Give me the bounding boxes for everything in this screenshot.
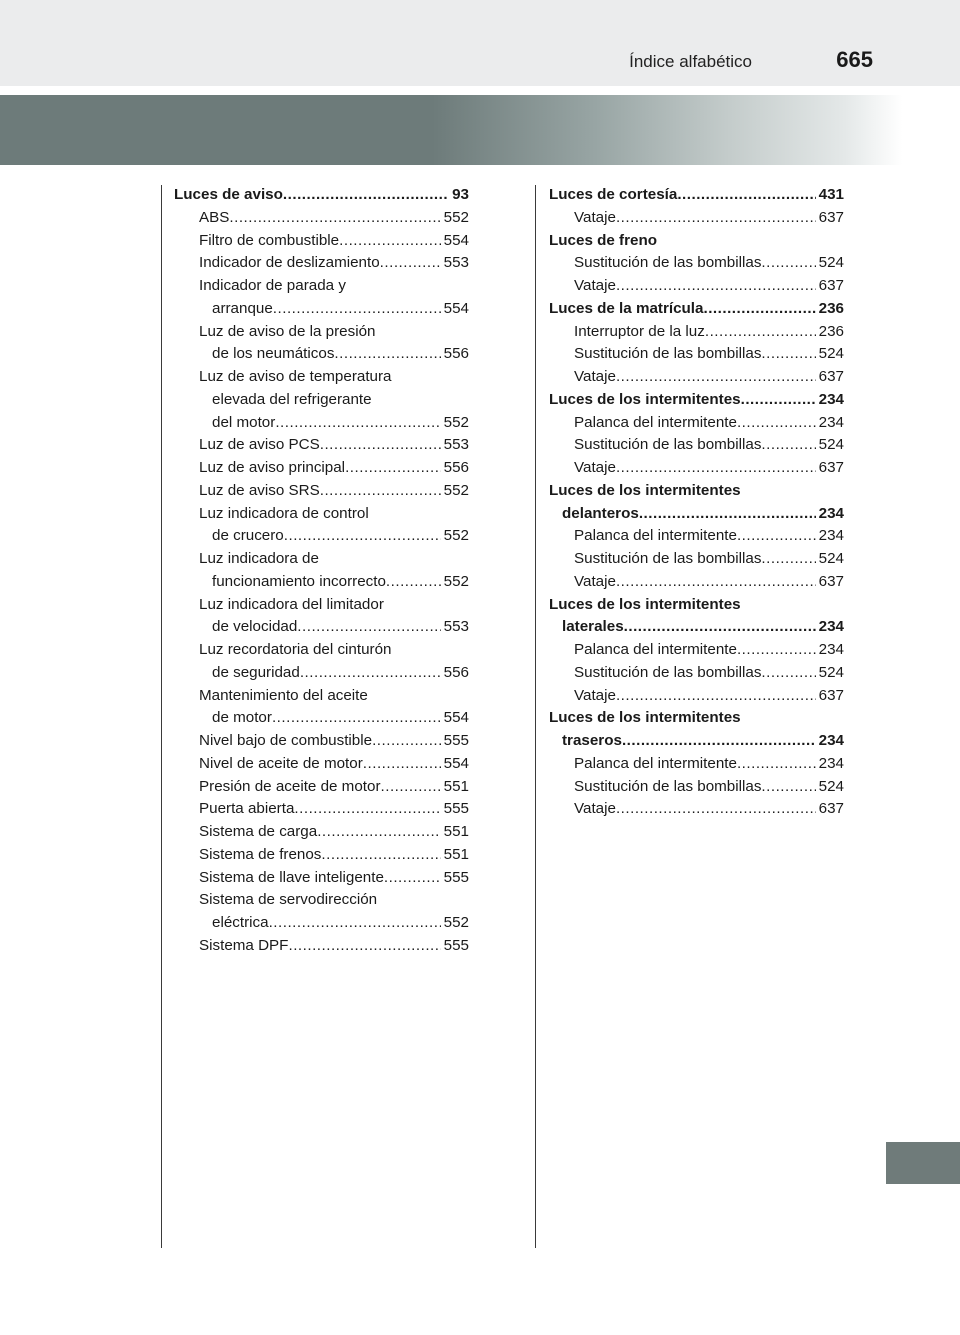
index-page-reference: 234 (818, 527, 844, 545)
index-entry-label: de los neumáticos (212, 345, 335, 363)
index-page-reference: 552 (443, 413, 469, 431)
index-page-reference: 554 (443, 754, 469, 772)
index-entry (549, 753, 844, 776)
page-number: 665 (836, 47, 873, 72)
index-entry-label: Sistema de carga (199, 823, 318, 840)
index-entry-label: Luces de aviso (174, 186, 283, 203)
index-entry-label: funcionamiento incorrecto (212, 572, 386, 590)
dot-leader (317, 821, 440, 844)
dot-leader (294, 798, 440, 821)
index-entry-heading (174, 639, 469, 662)
dot-leader (284, 525, 441, 548)
index-page-reference: 524 (818, 777, 844, 795)
dot-leader (737, 412, 816, 435)
index-entry (174, 867, 469, 890)
index-entry (549, 412, 844, 435)
index-page-reference: 552 (443, 914, 469, 931)
section-title: Índice alfabético (629, 52, 752, 71)
index-page-reference: 431 (818, 186, 844, 203)
index-entry-label: Vataje (574, 459, 616, 476)
dot-leader (616, 571, 816, 594)
index-entry-label: Palanca del intermitente (574, 527, 737, 545)
index-page-reference: 555 (443, 936, 469, 954)
index-entry (174, 525, 469, 548)
index-entry (549, 503, 844, 526)
dot-leader (761, 776, 815, 799)
index-entry (549, 184, 844, 207)
index-page-reference: 556 (443, 663, 469, 681)
dot-leader (761, 252, 815, 275)
dot-leader (229, 207, 440, 230)
index-entry-label: Sustitución de las bombillas (574, 663, 762, 681)
index-page-reference: 554 (443, 299, 469, 317)
index-entry-label: ABS (199, 208, 230, 226)
index-entry-label: Luz de aviso de la presión (199, 322, 376, 340)
index-entry-label: delanteros (562, 504, 639, 522)
index-entry-heading (174, 594, 469, 617)
dot-leader (345, 457, 441, 480)
index-entry-label: Luces de los intermitentes (549, 481, 741, 499)
index-entry-heading (174, 685, 469, 708)
index-page-reference: 637 (818, 686, 844, 704)
dot-leader (639, 503, 816, 526)
index-page-reference: 234 (818, 413, 844, 431)
index-entry-label: Indicador de deslizamiento (199, 254, 380, 272)
dot-leader (300, 662, 441, 685)
index-entry (174, 616, 469, 639)
index-entry-heading (174, 321, 469, 344)
index-entry (174, 730, 469, 753)
index-entry (174, 207, 469, 230)
index-entry (174, 776, 469, 799)
index-entry-label: Puerta abierta (199, 800, 295, 818)
index-entry-heading (174, 548, 469, 571)
index-entry-label: de seguridad (212, 663, 300, 681)
index-entry (174, 753, 469, 776)
dot-leader (761, 662, 815, 685)
dot-leader (737, 753, 816, 776)
dot-leader (273, 298, 441, 321)
dot-leader (741, 389, 816, 412)
index-page-reference: 552 (443, 572, 469, 590)
left-column-rule (161, 185, 162, 1248)
index-entry (174, 457, 469, 480)
index-page-reference: 234 (818, 641, 844, 658)
index-page-reference: 524 (818, 254, 844, 272)
dot-leader (616, 207, 816, 230)
index-entry-heading (174, 389, 469, 412)
dot-leader (339, 230, 441, 253)
index-entry-label: Vataje (574, 208, 616, 226)
dot-leader (761, 434, 815, 457)
dot-leader (622, 730, 816, 753)
index-entry-label: Luz de aviso SRS (199, 481, 320, 499)
dot-leader (703, 298, 815, 321)
index-entry-label: de motor (212, 709, 272, 727)
index-entry-label: Sistema de servodirección (199, 891, 378, 909)
dot-leader (363, 753, 441, 776)
dot-leader (386, 571, 441, 594)
index-page-reference: 234 (818, 390, 844, 408)
index-entry-label: Sistema de frenos (199, 845, 322, 863)
index-page-reference: 524 (818, 436, 844, 454)
index-entry-label: Luces de la matrícula (549, 299, 704, 317)
index-entry-label: Luz de aviso principal (199, 459, 346, 476)
index-entry (174, 298, 469, 321)
dot-leader (761, 343, 815, 366)
index-entry (174, 821, 469, 844)
dot-leader (616, 366, 816, 389)
index-page-reference: 236 (818, 322, 844, 340)
index-entry (174, 230, 469, 253)
index-page-reference: 637 (818, 800, 844, 818)
index-page-reference: 551 (443, 777, 469, 795)
dot-leader (616, 457, 816, 480)
index-entry-label: Vataje (574, 572, 616, 590)
index-entry (174, 912, 469, 935)
index-entry (174, 935, 469, 958)
index-page-reference: 234 (818, 504, 844, 522)
index-page-reference: 552 (443, 481, 469, 499)
index-page-reference: 553 (443, 618, 469, 636)
index-entry-label: Vataje (574, 800, 616, 818)
index-entry (549, 366, 844, 389)
dot-leader (272, 707, 441, 730)
index-entry-label: Luz de aviso PCS (199, 436, 320, 454)
index-entry (174, 571, 469, 594)
dot-leader (321, 844, 440, 867)
index-entry-heading (174, 366, 469, 389)
index-entry-label: Vataje (574, 686, 616, 704)
index-entry-label: Luz indicadora del limitador (199, 595, 384, 613)
index-entry-label: Indicador de parada y (199, 277, 346, 294)
index-entry-heading (549, 707, 844, 730)
index-entry (549, 457, 844, 480)
dot-leader (381, 776, 441, 799)
index-entry-label: Luz indicadora de control (199, 504, 369, 522)
index-entry-label: Vataje (574, 368, 616, 385)
index-entry (549, 525, 844, 548)
dot-leader (737, 639, 816, 662)
index-page-reference: 554 (443, 231, 469, 249)
index-entry (549, 343, 844, 366)
index-page-reference: 236 (818, 299, 844, 317)
index-page-reference: 637 (818, 208, 844, 226)
index-entry-heading (174, 889, 469, 912)
right-column-rule (535, 185, 536, 1248)
index-entry (174, 434, 469, 457)
index-entry-label: Luces de freno (549, 231, 658, 249)
index-entry-label: Palanca del intermitente (574, 754, 737, 772)
index-entry-label: Luces de cortesía (549, 186, 678, 203)
dot-leader (372, 730, 441, 753)
index-entry-label: Sustitución de las bombillas (574, 254, 762, 272)
index-entry (549, 798, 844, 821)
index-entry (549, 298, 844, 321)
index-entry-label: de velocidad (212, 618, 298, 636)
dot-leader (320, 480, 441, 503)
dot-leader (288, 935, 440, 958)
index-entry-label: Vataje (574, 277, 616, 294)
index-page-reference: 555 (443, 868, 469, 886)
index-page-reference: 524 (818, 550, 844, 567)
index-entry-label: traseros (562, 732, 622, 749)
dot-leader (616, 798, 816, 821)
index-page-reference: 552 (443, 527, 469, 545)
index-entry-label: Sistema DPF (199, 936, 289, 954)
index-column-right (549, 184, 844, 821)
index-entry-heading (549, 230, 844, 253)
index-page-reference: 551 (443, 845, 469, 863)
index-entry-label: Luz recordatoria del cinturón (199, 641, 392, 658)
index-entry (549, 207, 844, 230)
dot-leader (384, 867, 441, 890)
section-thumb-tab (886, 1142, 960, 1184)
index-entry (549, 685, 844, 708)
dot-leader (320, 434, 441, 457)
index-entry-label: Sustitución de las bombillas (574, 436, 762, 454)
dot-leader (737, 525, 816, 548)
index-entry (174, 343, 469, 366)
index-entry-label: Nivel de aceite de motor (199, 754, 363, 772)
index-page-reference: 234 (818, 618, 844, 636)
index-entry-label: del motor (212, 413, 276, 431)
index-entry-label: Luz de aviso de temperatura (199, 368, 392, 385)
dot-leader (283, 184, 449, 207)
index-entry (549, 321, 844, 344)
index-entry-label: Luces de los intermitentes (549, 709, 741, 727)
index-entry (549, 662, 844, 685)
index-entry-label: laterales (562, 618, 624, 636)
index-column-left (174, 184, 469, 958)
dot-leader (761, 548, 815, 571)
index-entry (549, 616, 844, 639)
index-page-reference: 551 (443, 823, 469, 840)
index-entry-label: Interruptor de la luz (574, 322, 705, 340)
index-entry-label: Mantenimiento del aceite (199, 686, 368, 704)
index-entry-label: Presión de aceite de motor (199, 777, 381, 795)
index-entry (174, 412, 469, 435)
dot-leader (275, 412, 440, 435)
index-page-reference: 524 (818, 345, 844, 363)
index-entry (549, 434, 844, 457)
index-page-reference: 553 (443, 436, 469, 454)
index-entry-heading (174, 275, 469, 298)
index-page-reference: 556 (443, 345, 469, 363)
index-entry-label: Sustitución de las bombillas (574, 345, 762, 363)
index-entry-label: Luz indicadora de (199, 550, 319, 567)
index-entry (549, 730, 844, 753)
index-entry (174, 252, 469, 275)
index-page-reference: 556 (443, 459, 469, 476)
index-entry (174, 480, 469, 503)
index-page-reference: 637 (818, 459, 844, 476)
index-page-reference: 555 (443, 800, 469, 818)
index-page-reference: 553 (443, 254, 469, 272)
index-entry-heading (549, 480, 844, 503)
dot-leader (297, 616, 440, 639)
index-entry-heading (549, 594, 844, 617)
index-entry-label: Luces de los intermitentes (549, 390, 741, 408)
index-entry (549, 571, 844, 594)
index-entry-label: Palanca del intermitente (574, 641, 737, 658)
index-entry-label: eléctrica (212, 914, 269, 931)
index-page-reference: 554 (443, 709, 469, 727)
index-entry-label: arranque (212, 299, 273, 317)
index-entry (174, 707, 469, 730)
dot-leader (616, 275, 816, 298)
index-entry-heading (174, 503, 469, 526)
index-entry-label: Nivel bajo de combustible (199, 732, 373, 749)
index-entry-label: Luces de los intermitentes (549, 595, 741, 613)
dot-leader (334, 343, 440, 366)
index-entry (174, 184, 469, 207)
index-page-reference: 234 (818, 754, 844, 772)
dot-leader (380, 252, 441, 275)
index-entry (174, 662, 469, 685)
index-page-reference: 637 (818, 277, 844, 294)
index-entry (174, 798, 469, 821)
dot-leader (616, 685, 816, 708)
index-entry-label: Palanca del intermitente (574, 413, 737, 431)
index-entry-label: Sustitución de las bombillas (574, 777, 762, 795)
index-page-reference: 93 (452, 186, 469, 203)
dot-leader (677, 184, 815, 207)
index-entry (549, 275, 844, 298)
index-entry-label: Filtro de combustible (199, 231, 340, 249)
dot-leader (269, 912, 441, 935)
index-page-reference: 552 (443, 208, 469, 226)
index-page-reference: 555 (443, 732, 469, 749)
index-page-reference: 524 (818, 663, 844, 681)
index-entry (549, 252, 844, 275)
index-entry (549, 776, 844, 799)
index-entry (174, 844, 469, 867)
decorative-gradient-band (0, 95, 960, 165)
index-entry-label: elevada del refrigerante (212, 390, 372, 408)
dot-leader (624, 616, 816, 639)
index-entry-label: Sistema de llave inteligente (199, 868, 384, 886)
index-entry (549, 389, 844, 412)
index-page-reference: 637 (818, 368, 844, 385)
index-page-reference: 234 (818, 732, 844, 749)
index-entry-label: Sustitución de las bombillas (574, 550, 762, 567)
index-entry (549, 548, 844, 571)
page-header-bar (0, 0, 960, 86)
index-entry (549, 639, 844, 662)
dot-leader (705, 321, 816, 344)
index-entry-label: de crucero (212, 527, 284, 545)
index-page-reference: 637 (818, 572, 844, 590)
